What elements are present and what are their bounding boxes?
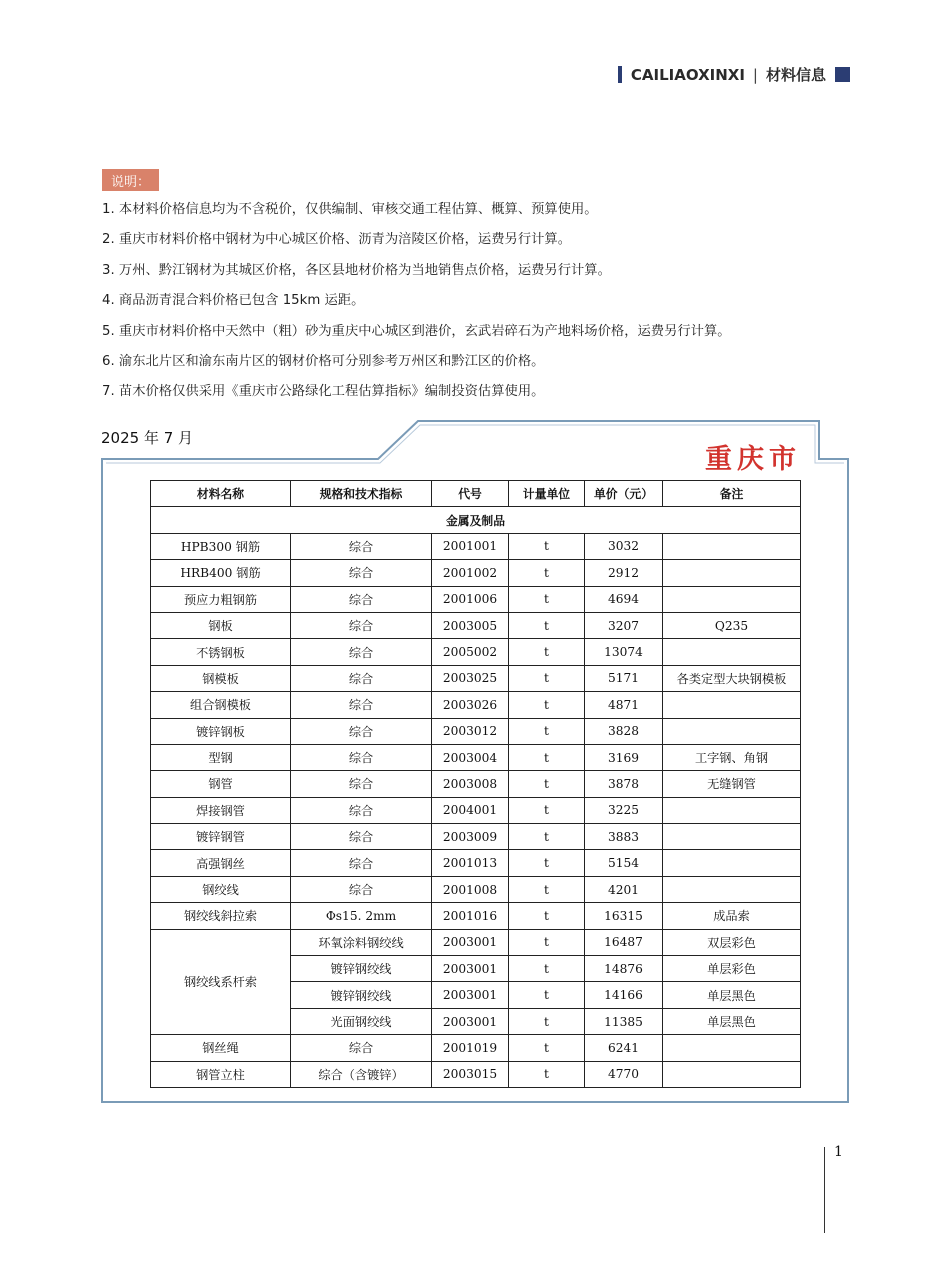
cell-remark: 各类定型大块钢模板	[663, 665, 801, 691]
cell-unit: t	[509, 533, 585, 559]
cell-code: 2004001	[432, 797, 509, 823]
table-row	[151, 665, 801, 691]
cell-unit: t	[509, 929, 585, 955]
cell-remark	[663, 692, 801, 718]
cell-price: 3828	[585, 718, 663, 744]
section-title: 金属及制品	[151, 507, 801, 533]
cell-code: 2003001	[432, 956, 509, 982]
cell-code: 2001002	[432, 560, 509, 586]
table-row	[151, 824, 801, 850]
cell-code: 2001006	[432, 586, 509, 612]
cell-code: 2003025	[432, 665, 509, 691]
cell-name: 钢丝绳	[151, 1035, 291, 1061]
cell-spec: 综合	[291, 797, 432, 823]
cell-name: 镀锌钢板	[151, 718, 291, 744]
cell-code: 2003001	[432, 1008, 509, 1034]
issue-date: 2025 年 7 月	[101, 429, 194, 447]
cell-price: 5154	[585, 850, 663, 876]
cell-price: 3169	[585, 744, 663, 770]
notes-label: 说明：	[102, 169, 159, 191]
cell-price: 3225	[585, 797, 663, 823]
cell-name: 钢管立柱	[151, 1061, 291, 1087]
col-header-price: 单价（元）	[585, 481, 663, 507]
cell-unit: t	[509, 639, 585, 665]
price-table	[150, 480, 801, 1088]
cell-spec: 综合	[291, 744, 432, 770]
table-row	[151, 876, 801, 902]
section-row	[151, 507, 801, 533]
cell-name: 钢板	[151, 612, 291, 638]
cell-code: 2005002	[432, 639, 509, 665]
cell-price: 13074	[585, 639, 663, 665]
cell-name: 焊接钢管	[151, 797, 291, 823]
col-header-remark: 备注	[663, 481, 801, 507]
cell-spec: 综合	[291, 771, 432, 797]
cell-code: 2003004	[432, 744, 509, 770]
cell-name: 钢绞线斜拉索	[151, 903, 291, 929]
cell-unit: t	[509, 586, 585, 612]
cell-name: 钢管	[151, 771, 291, 797]
cell-remark: Q235	[663, 612, 801, 638]
cell-name: 钢模板	[151, 665, 291, 691]
table-row	[151, 744, 801, 770]
cell-code: 2003015	[432, 1061, 509, 1087]
cell-code: 2003008	[432, 771, 509, 797]
header-brand: CAILIAOXINXI	[630, 65, 745, 84]
cell-unit: t	[509, 876, 585, 902]
header-section-title: 材料信息	[765, 66, 826, 84]
cell-spec: 综合	[291, 533, 432, 559]
cell-name: 组合钢模板	[151, 692, 291, 718]
table-row	[151, 612, 801, 638]
note-item: 1. 本材料价格信息均为不含税价，仅供编制、审核交通工程估算、概算、预算使用。	[102, 202, 598, 217]
table-row	[151, 1061, 801, 1087]
note-item: 5. 重庆市材料价格中天然中（粗）砂为重庆中心城区到港价，玄武岩碎石为产地料场价格，运费另行计算。	[102, 323, 731, 339]
cell-unit: t	[509, 903, 585, 929]
cell-price: 4201	[585, 876, 663, 902]
note-item: 7. 苗木价格仅供采用《重庆市公路绿化工程估算指标》编制投资估算使用。	[102, 384, 545, 400]
cell-name: 钢绞线	[151, 876, 291, 902]
cell-remark	[663, 718, 801, 744]
table-row	[151, 771, 801, 797]
cell-code: 2001001	[432, 533, 509, 559]
cell-code: 2003012	[432, 718, 509, 744]
cell-price: 2912	[585, 560, 663, 586]
table-row	[151, 533, 801, 559]
note-item: 3. 万州、黔江钢材为其城区价格，各区县地材价格为当地销售点价格，运费另行计算。	[102, 262, 611, 278]
cell-code: 2003009	[432, 824, 509, 850]
cell-remark	[663, 639, 801, 665]
cell-remark: 成品索	[663, 903, 801, 929]
note-item: 2. 重庆市材料价格中钢材为中心城区价格、沥青为涪陵区价格，运费另行计算。	[102, 232, 572, 248]
cell-spec: 综合	[291, 586, 432, 612]
cell-price: 3883	[585, 824, 663, 850]
cell-spec: 综合	[291, 639, 432, 665]
cell-unit: t	[509, 956, 585, 982]
cell-name: 镀锌钢管	[151, 824, 291, 850]
table-row	[151, 850, 801, 876]
header-divider: |	[752, 65, 758, 84]
cell-price: 14876	[585, 956, 663, 982]
cell-remark: 单层彩色	[663, 956, 801, 982]
cell-code: 2001013	[432, 850, 509, 876]
cell-spec: 综合	[291, 612, 432, 638]
table-row	[151, 718, 801, 744]
cell-code: 2003001	[432, 929, 509, 955]
cell-code: 2001008	[432, 876, 509, 902]
cell-unit: t	[509, 612, 585, 638]
cell-unit: t	[509, 744, 585, 770]
cell-price: 4871	[585, 692, 663, 718]
table-header-row	[151, 481, 801, 507]
cell-spec: 光面钢绞线	[291, 1008, 432, 1034]
cell-remark	[663, 1061, 801, 1087]
cell-unit: t	[509, 1035, 585, 1061]
cell-spec: 综合	[291, 850, 432, 876]
cell-unit: t	[509, 1008, 585, 1034]
cell-unit: t	[509, 982, 585, 1008]
col-header-code: 代号	[432, 481, 509, 507]
cell-remark	[663, 850, 801, 876]
cell-spec: 综合	[291, 1035, 432, 1061]
cell-price: 4694	[585, 586, 663, 612]
cell-price: 4770	[585, 1061, 663, 1087]
col-header-spec: 规格和技术指标	[291, 481, 432, 507]
cell-unit: t	[509, 560, 585, 586]
table-row	[151, 586, 801, 612]
cell-remark	[663, 797, 801, 823]
cell-price: 3878	[585, 771, 663, 797]
cell-name: 不锈钢板	[151, 639, 291, 665]
cell-name: HPB300 钢筋	[151, 533, 291, 559]
cell-name: HRB400 钢筋	[151, 560, 291, 586]
cell-name: 型钢	[151, 744, 291, 770]
table-row	[151, 903, 801, 929]
note-item: 6. 渝东北片区和渝东南片区的钢材价格可分别参考万州区和黔江区的价格。	[102, 353, 545, 369]
page-number: 1	[834, 1144, 843, 1160]
cell-remark	[663, 533, 801, 559]
cell-price: 5171	[585, 665, 663, 691]
cell-spec: Φs15. 2mm	[291, 903, 432, 929]
cell-code: 2003026	[432, 692, 509, 718]
cell-price: 6241	[585, 1035, 663, 1061]
col-header-unit: 计量单位	[509, 481, 585, 507]
cell-price: 11385	[585, 1008, 663, 1034]
cell-name: 高强钢丝	[151, 850, 291, 876]
cell-spec: 综合（含镀锌）	[291, 1061, 432, 1087]
table-row	[151, 560, 801, 586]
cell-spec: 镀锌钢绞线	[291, 982, 432, 1008]
cell-code: 2001016	[432, 903, 509, 929]
table-row	[151, 929, 801, 955]
cell-remark: 单层黑色	[663, 982, 801, 1008]
cell-code: 2003005	[432, 612, 509, 638]
cell-remark: 单层黑色	[663, 1008, 801, 1034]
cell-unit: t	[509, 824, 585, 850]
cell-remark: 双层彩色	[663, 929, 801, 955]
cell-unit: t	[509, 797, 585, 823]
cell-price: 16315	[585, 903, 663, 929]
note-item: 4. 商品沥青混合料价格已包含 15km 运距。	[102, 293, 365, 309]
cell-code: 2003001	[432, 982, 509, 1008]
city-title: 重庆市	[705, 444, 801, 475]
cell-remark	[663, 586, 801, 612]
cell-spec: 综合	[291, 692, 432, 718]
cell-unit: t	[509, 665, 585, 691]
cell-unit: t	[509, 771, 585, 797]
cell-spec: 环氧涂料钢绞线	[291, 929, 432, 955]
page-number-rule	[824, 1147, 825, 1233]
cell-spec: 镀锌钢绞线	[291, 956, 432, 982]
col-header-name: 材料名称	[151, 481, 291, 507]
cell-spec: 综合	[291, 560, 432, 586]
table-row	[151, 1035, 801, 1061]
cell-remark	[663, 560, 801, 586]
table-row	[151, 639, 801, 665]
cell-remark: 无缝钢管	[663, 771, 801, 797]
cell-price: 3032	[585, 533, 663, 559]
cell-name: 预应力粗钢筋	[151, 586, 291, 612]
cell-remark	[663, 876, 801, 902]
cell-remark: 工字钢、角钢	[663, 744, 801, 770]
cell-unit: t	[509, 1061, 585, 1087]
cell-group-name: 钢绞线系杆索	[151, 929, 291, 1035]
table-row	[151, 797, 801, 823]
cell-unit: t	[509, 850, 585, 876]
cell-remark	[663, 824, 801, 850]
cell-unit: t	[509, 692, 585, 718]
cell-unit: t	[509, 718, 585, 744]
cell-spec: 综合	[291, 824, 432, 850]
cell-code: 2001019	[432, 1035, 509, 1061]
cell-price: 16487	[585, 929, 663, 955]
cell-spec: 综合	[291, 876, 432, 902]
cell-remark	[663, 1035, 801, 1061]
table-row	[151, 692, 801, 718]
cell-price: 14166	[585, 982, 663, 1008]
cell-spec: 综合	[291, 718, 432, 744]
cell-price: 3207	[585, 612, 663, 638]
cell-spec: 综合	[291, 665, 432, 691]
